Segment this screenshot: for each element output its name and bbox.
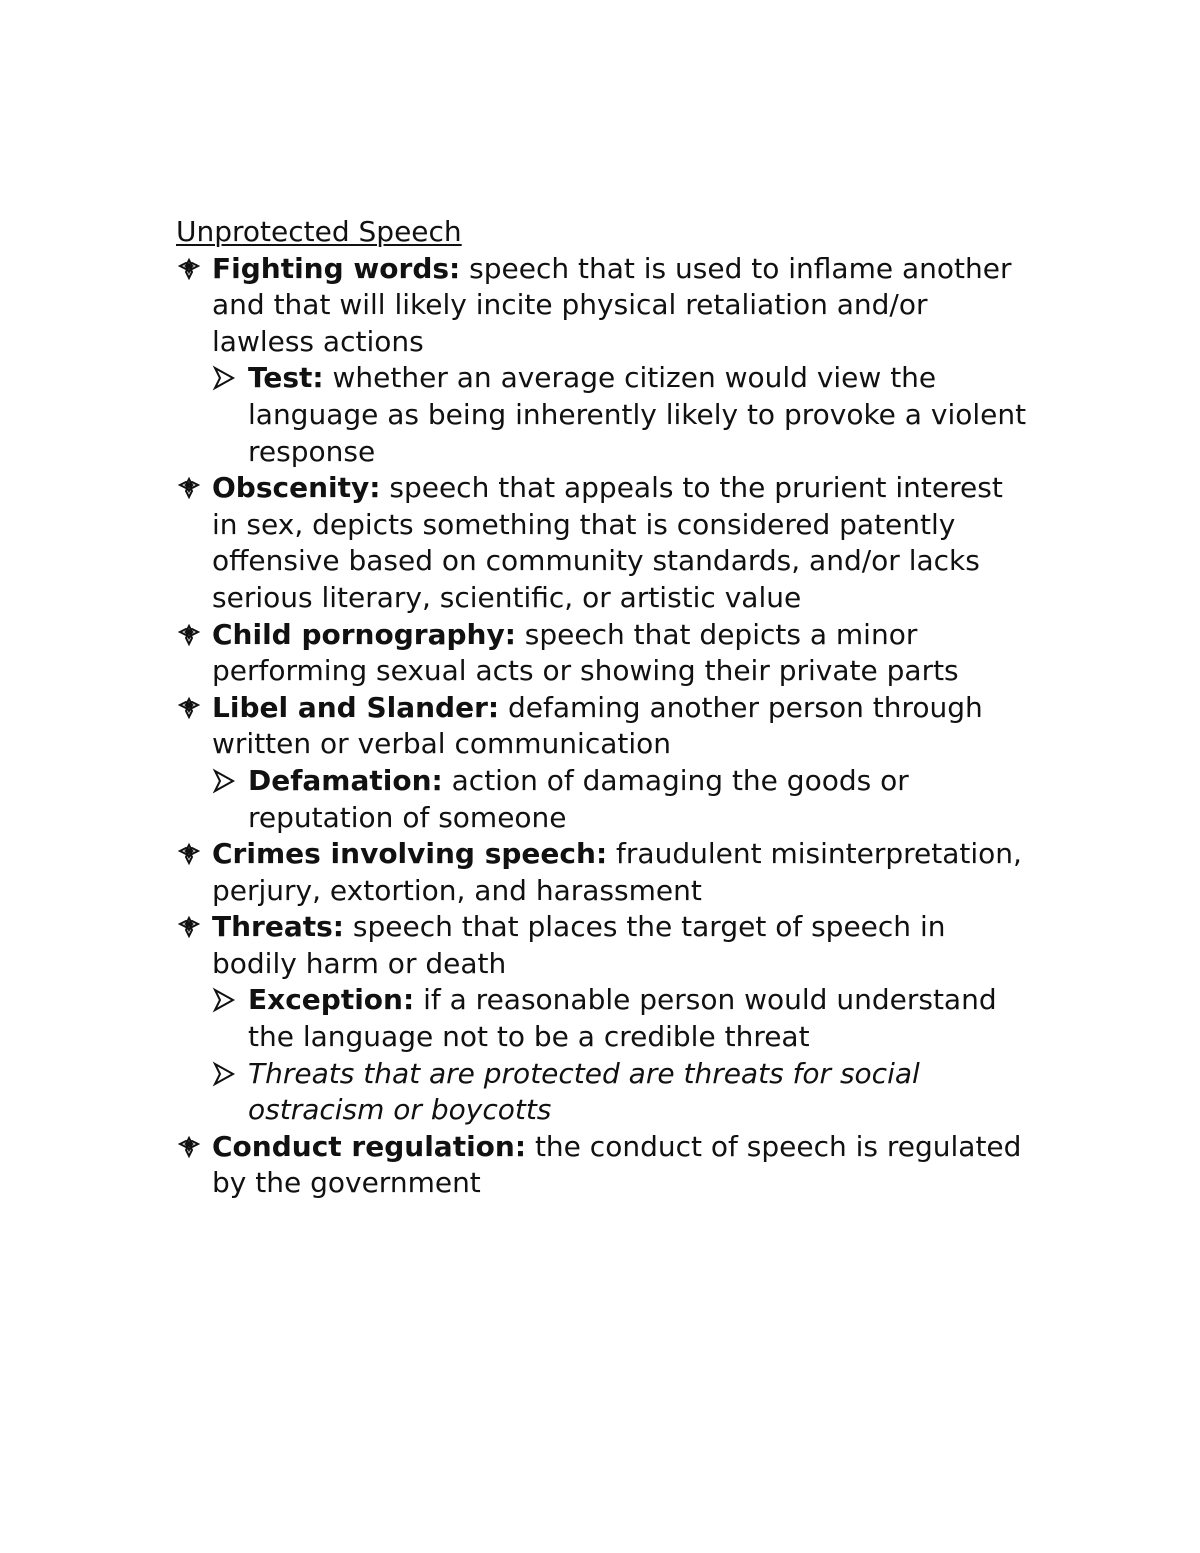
list-item [176, 1129, 1036, 1202]
diamond-bullet-icon [176, 909, 212, 945]
sub-list-item [212, 360, 1036, 470]
italic-note: Threats that are protected are threats for social ostracism or boycotts [248, 1056, 920, 1127]
sub-list-item [212, 982, 1036, 1055]
term-label: Conduct regulation: [212, 1129, 527, 1163]
definition-text: speech that places the target of speech in bodily harm or death [212, 910, 946, 980]
diamond-bullet-icon [176, 836, 212, 872]
term-label: Obscenity: [212, 471, 381, 505]
term-label: Crimes involving speech: [212, 837, 608, 871]
bullet-list [176, 251, 1036, 1202]
definition-text: the conduct of speech is regulated by the government [212, 1129, 1022, 1200]
diamond-bullet-icon [176, 690, 212, 726]
definition-text: whether an average citizen would view the language as being inherently likely to provoke a violent response [248, 361, 1027, 468]
term-label: Fighting words: [212, 251, 461, 285]
term-label: Libel and Slander: [212, 690, 500, 724]
definition-text: speech that depicts a minor performing sexual acts or showing their private parts [212, 617, 959, 688]
list-item [176, 617, 1036, 690]
diamond-bullet-icon [176, 1129, 212, 1165]
definition-text: action of damaging the goods or reputation of someone [248, 763, 909, 834]
term-label: Threats: [212, 910, 344, 944]
arrowhead-bullet-icon [212, 763, 248, 799]
definition-text: defaming another person through written or verbal communication [212, 690, 983, 761]
definition-text: fraudulent misinterpretation, perjury, extortion, and harassment [212, 837, 1022, 907]
diamond-bullet-icon [176, 251, 212, 287]
sub-list-item [212, 1056, 1036, 1129]
diamond-bullet-icon [176, 470, 212, 506]
sub-list-item [212, 763, 1036, 836]
diamond-bullet-icon [176, 617, 212, 653]
term-label: Exception: [248, 983, 415, 1017]
arrowhead-bullet-icon [212, 1056, 248, 1092]
list-item [176, 909, 1036, 1129]
page-title: Unprotected Speech [176, 215, 462, 248]
arrowhead-bullet-icon [212, 982, 248, 1018]
term-label: Test: [248, 361, 324, 395]
term-label: Defamation: [248, 763, 443, 797]
arrowhead-bullet-icon [212, 360, 248, 396]
list-item [176, 251, 1036, 471]
definition-text: if a reasonable person would understand the language not to be a credible threat [248, 983, 997, 1054]
list-item [176, 470, 1036, 616]
list-item [176, 690, 1036, 836]
definition-text: speech that is used to inflame another and that will likely incite physical retaliation and/or lawless actions [212, 251, 1012, 358]
document-page [176, 214, 1036, 1202]
definition-text: speech that appeals to the prurient interest in sex, depicts something that is considered patently offensive based on community standards, and/or lacks serious literary, scientific, or artistic value [212, 471, 1003, 614]
term-label: Child pornography: [212, 617, 516, 651]
list-item [176, 836, 1036, 909]
